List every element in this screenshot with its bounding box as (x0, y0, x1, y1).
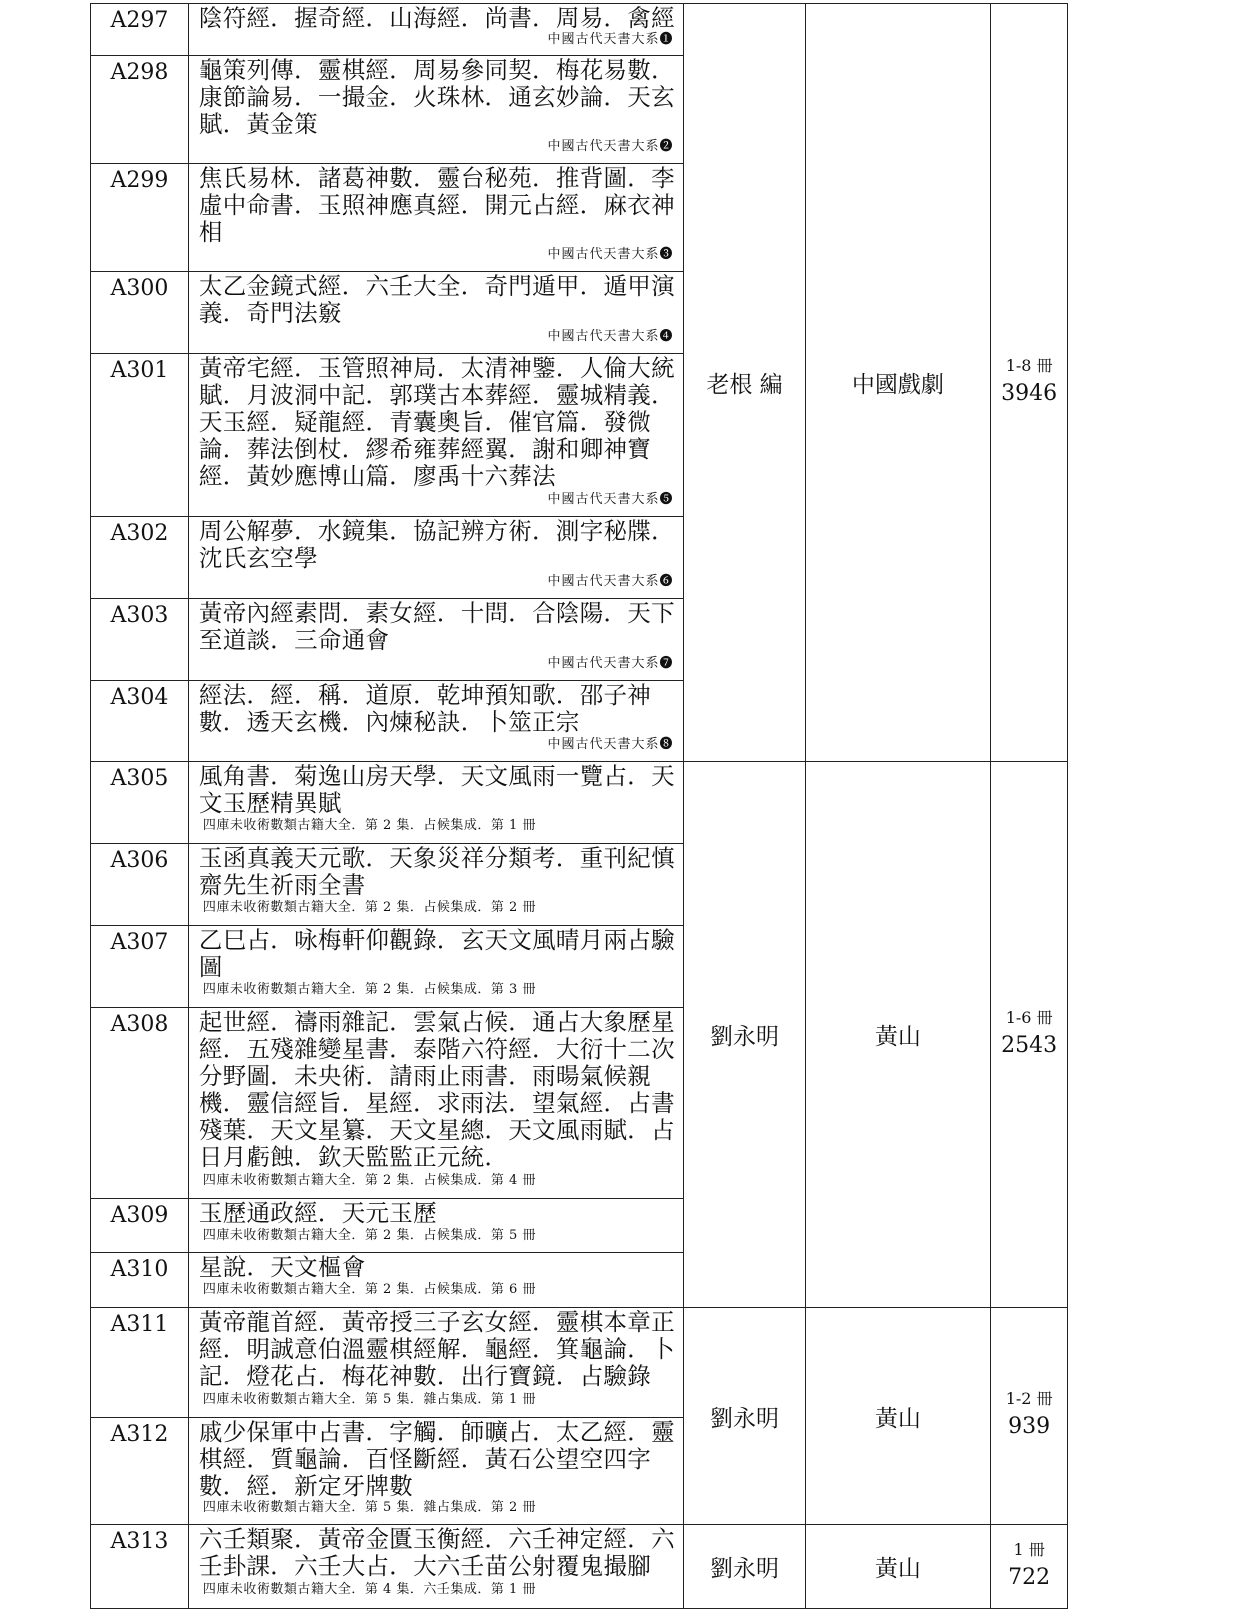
book-title: 陰符經．握奇經．山海經．尚書．周易．禽經 (198, 4, 675, 32)
book-title: 起世經．禱雨雜記．雲氣占候．通占大象歷星經．五殘雜變星書．泰階六符經．大衍十二次分野圖．未央術．請雨止雨書．雨暘氣候親機．靈信經旨．星經．求雨法．望氣經．占書殘葉．天文星纂．天文星總．天文風雨賦．占日月虧蝕．欽天監監正元統． (198, 1008, 675, 1171)
book-title-cell (188, 1199, 684, 1253)
book-title: 太乙金鏡式經．六壬大全．奇門遁甲．遁甲演義．奇門法竅 (198, 272, 675, 327)
book-id: A311 (91, 1308, 189, 1418)
book-title: 風角書．菊逸山房天學．天文風雨一覽占．天文玉歷精異賦 (198, 762, 675, 817)
book-id: A310 (91, 1253, 189, 1308)
series-source: 四庫未收術數類古籍大全．第 4 集．六壬集成．第 1 冊 (202, 1582, 536, 1597)
volume-total: 939 (1008, 1414, 1051, 1439)
series-source: 中國古代天書大系❸ (547, 247, 674, 262)
series-source: 四庫未收術數類古籍大全．第 2 集．占候集成．第 3 冊 (202, 982, 536, 997)
series-source: 中國古代天書大系❹ (547, 329, 674, 344)
book-title: 焦氏易林．諸葛神數．靈台秘苑．推背圖．李虛中命書．玉照神應真經．開元占經．麻衣神相 (198, 164, 675, 246)
book-id: A304 (91, 681, 189, 762)
series-source: 四庫未收術數類古籍大全．第 5 集．雜占集成．第 2 冊 (202, 1500, 536, 1515)
series-source: 四庫未收術數類古籍大全．第 2 集．占候集成．第 1 冊 (202, 818, 536, 833)
series-source: 四庫未收術數類古籍大全．第 2 集．占候集成．第 4 冊 (202, 1173, 536, 1188)
volume-total: 2543 (1001, 1032, 1058, 1058)
book-title-cell (188, 1525, 684, 1609)
book-id: A305 (91, 762, 189, 844)
book-title: 經法．經．稱．道原．乾坤預知歌．邵子神數．透天玄機．內煉秘訣．卜筮正宗 (198, 681, 652, 736)
editor: 老根 編 (684, 4, 805, 762)
volume-range: 1-8 冊 (1005, 355, 1053, 375)
series-source: 四庫未收術數類古籍大全．第 2 集．占候集成．第 6 冊 (202, 1282, 536, 1297)
table-row (91, 762, 1068, 844)
publisher: 黃山 (805, 762, 991, 1308)
book-id: A312 (91, 1418, 189, 1525)
book-title-cell (188, 1418, 684, 1525)
book-id: A303 (91, 599, 189, 681)
book-id: A298 (91, 56, 189, 164)
book-id: A313 (91, 1525, 189, 1609)
book-id: A297 (91, 4, 189, 56)
book-title-cell (188, 681, 684, 762)
book-title: 乙巳占．咏梅軒仰觀錄．玄天文風晴月兩占驗圖 (198, 926, 675, 981)
catalog-table (90, 3, 1068, 1609)
series-source: 四庫未收術數類古籍大全．第 5 集．雜占集成．第 1 冊 (202, 1392, 536, 1407)
book-title: 玉函真義天元歌．天象災祥分類考．重刊紀慎齋先生祈雨全書 (198, 844, 675, 899)
volume-cell (991, 1308, 1068, 1525)
publisher: 中國戲劇 (805, 4, 991, 762)
book-title-cell (188, 599, 684, 681)
book-title: 玉歷通政經．天元玉歷 (198, 1199, 437, 1227)
book-id: A301 (91, 354, 189, 517)
book-id: A306 (91, 844, 189, 926)
book-title-cell (188, 354, 684, 517)
volume-range: 1-2 冊 (1005, 1389, 1053, 1408)
volume-range: 1 冊 (1013, 1539, 1045, 1559)
volume-cell (991, 4, 1068, 762)
book-title-cell (188, 517, 684, 599)
volume-cell (991, 1525, 1068, 1609)
series-source: 中國古代天書大系❶ (547, 32, 674, 47)
book-title-cell (188, 272, 684, 354)
book-title-cell (188, 1008, 684, 1199)
editor: 劉永明 (684, 1525, 805, 1609)
book-title-cell (188, 1308, 684, 1418)
book-id: A307 (91, 926, 189, 1008)
book-id: A300 (91, 272, 189, 354)
table-row (91, 4, 1068, 56)
book-title: 星說．天文樞會 (198, 1253, 366, 1281)
volume-total: 722 (1008, 1564, 1051, 1590)
series-source: 中國古代天書大系❽ (547, 737, 674, 752)
book-title-cell (188, 762, 684, 844)
volume-total: 3946 (1001, 380, 1058, 406)
book-title-cell (188, 56, 684, 164)
series-source: 四庫未收術數類古籍大全．第 2 集．占候集成．第 2 冊 (202, 900, 536, 915)
book-id: A308 (91, 1008, 189, 1199)
publisher: 黃山 (805, 1308, 991, 1525)
book-title: 黃帝龍首經．黃帝授三子玄女經．靈棋本章正經．明誠意伯溫靈棋經解．龜經．箕龜論．卜記．燈花占．梅花神數．出行寶鏡．占驗錄 (198, 1308, 675, 1390)
book-title: 周公解夢．水鏡集．協記辨方術．測字秘牒．沈氏玄空學 (198, 517, 675, 572)
editor: 劉永明 (684, 1308, 805, 1525)
publisher: 黃山 (805, 1525, 991, 1609)
series-source: 中國古代天書大系❻ (547, 574, 674, 589)
book-id: A302 (91, 517, 189, 599)
editor: 劉永明 (684, 762, 805, 1308)
book-title: 龜策列傳．靈棋經．周易參同契．梅花易數．康節論易．一撮金．火珠林．通玄妙論．天玄賦．黃金策 (198, 56, 675, 138)
book-title: 六壬類聚．黃帝金匱玉衡經．六壬神定經．六壬卦課．六壬大占．大六壬苗公射覆鬼撮腳 (198, 1525, 675, 1580)
book-title: 戚少保軍中占書．字觸．師曠占．太乙經．靈棋經．質龜論．百怪斷經．黃石公望空四字數．經．新定牙牌數 (198, 1418, 675, 1500)
series-source: 中國古代天書大系❷ (547, 139, 674, 154)
series-source: 四庫未收術數類古籍大全．第 2 集．占候集成．第 5 冊 (202, 1228, 536, 1243)
book-title-cell (188, 4, 684, 56)
series-source: 中國古代天書大系❼ (547, 656, 674, 671)
table-row (91, 1308, 1068, 1418)
book-title: 黃帝宅經．玉管照神局．太清神鑒．人倫大統賦．月波洞中記．郭璞古本葬經．靈城精義．天玉經．疑龍經．青囊奧旨．催官篇．發微論．葬法倒杖．繆希雍葬經翼．謝和卿神寶經．黃妙應博山篇．廖禹十六葬法 (198, 354, 675, 490)
table-row (91, 1525, 1068, 1609)
book-title-cell (188, 164, 684, 272)
book-id: A309 (91, 1199, 189, 1253)
series-source: 中國古代天書大系❺ (547, 492, 674, 507)
volume-range: 1-6 冊 (1005, 1007, 1053, 1027)
book-title-cell (188, 926, 684, 1008)
volume-cell (991, 762, 1068, 1308)
book-title-cell (188, 1253, 684, 1308)
book-title-cell (188, 844, 684, 926)
book-title: 黃帝內經素問．素女經．十問．合陰陽．天下至道談．三命通會 (198, 599, 675, 654)
book-id: A299 (91, 164, 189, 272)
